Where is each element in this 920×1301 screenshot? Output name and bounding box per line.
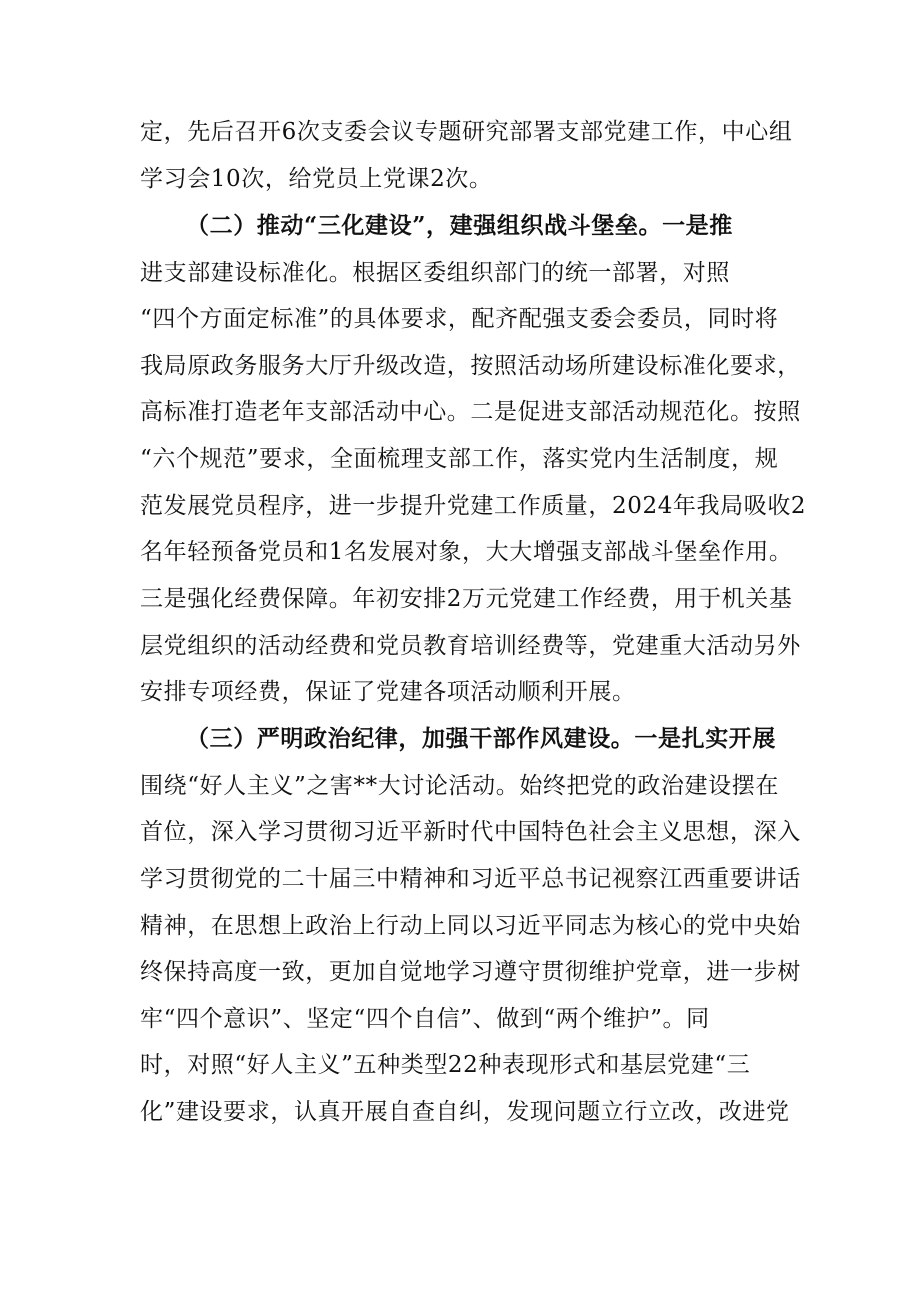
text-line: 进支部建设标准化。根据区委组织部门的统一部署，对照 xyxy=(140,260,730,286)
text-line: “四个方面定标准”的具体要求，配齐配强支委会委员，同时将 xyxy=(140,306,779,332)
text-line: “六个规范”要求，全面梳理支部工作，落实党内生活制度，规 xyxy=(140,446,779,472)
text-line: 时，对照“好人主义”五种类型22种表现形式和基层党建“三 xyxy=(140,1052,751,1078)
section-heading: （二）推动“三化建设”，建强组织战斗堡垒。 xyxy=(186,212,663,239)
text-line: 学习贯彻党的二十届三中精神和习近平总书记视察江西重要讲话 xyxy=(140,866,801,892)
text-line: 化”建设要求，认真开展自查自纠，发现问题立行立改，改进党 xyxy=(140,1099,790,1125)
text-line: 高标准打造老年支部活动中心。二是促进支部活动规范化。按照 xyxy=(140,399,801,425)
text-line: 首位，深入学习贯彻习近平新时代中国特色社会主义思想，深入 xyxy=(140,819,801,845)
heading-tail: 一是扎实开展 xyxy=(634,725,777,752)
text-line: 牢“四个意识”、坚定“四个自信”、做到“两个维护”。同 xyxy=(140,1006,710,1032)
heading-tail: 一是推 xyxy=(662,212,733,239)
text-line: 精神，在思想上政治上行动上同以习近平同志为核心的党中央始 xyxy=(140,913,801,939)
section-heading: （三）严明政治纪律，加强干部作风建设。 xyxy=(186,725,635,752)
text-line: 名年轻预备党员和1名发展对象，大大增强支部战斗堡垒作用。 xyxy=(140,539,793,565)
text-line: 我局原政务服务大厅升级改造，按照活动场所建设标准化要求， xyxy=(140,353,801,379)
text-line: 围绕“好人主义”之害**大讨论活动。始终把党的政治建设摆在 xyxy=(140,773,779,799)
text-line: 三是强化经费保障。年初安排2万元党建工作经费，用于机关基 xyxy=(140,586,793,612)
text-line: 层党组织的活动经费和党员教育培训经费等，党建重大活动另外 xyxy=(140,633,801,659)
text-line: 学习会10次，给党员上党课2次。 xyxy=(140,166,493,192)
text-line: 定，先后召开6次支委会议专题研究部署支部党建工作，中心组 xyxy=(140,119,793,145)
section-heading-line xyxy=(186,721,790,757)
text-line: 范发展党员程序，进一步提升党建工作质量，2024年我局吸收2 xyxy=(140,493,807,519)
text-line: 终保持高度一致，更加自觉地学习遵守贯彻维护党章，进一步树 xyxy=(140,959,801,985)
text-line: 安排专项经费，保证了党建各项活动顺利开展。 xyxy=(140,679,636,705)
section-heading-line xyxy=(186,208,790,244)
